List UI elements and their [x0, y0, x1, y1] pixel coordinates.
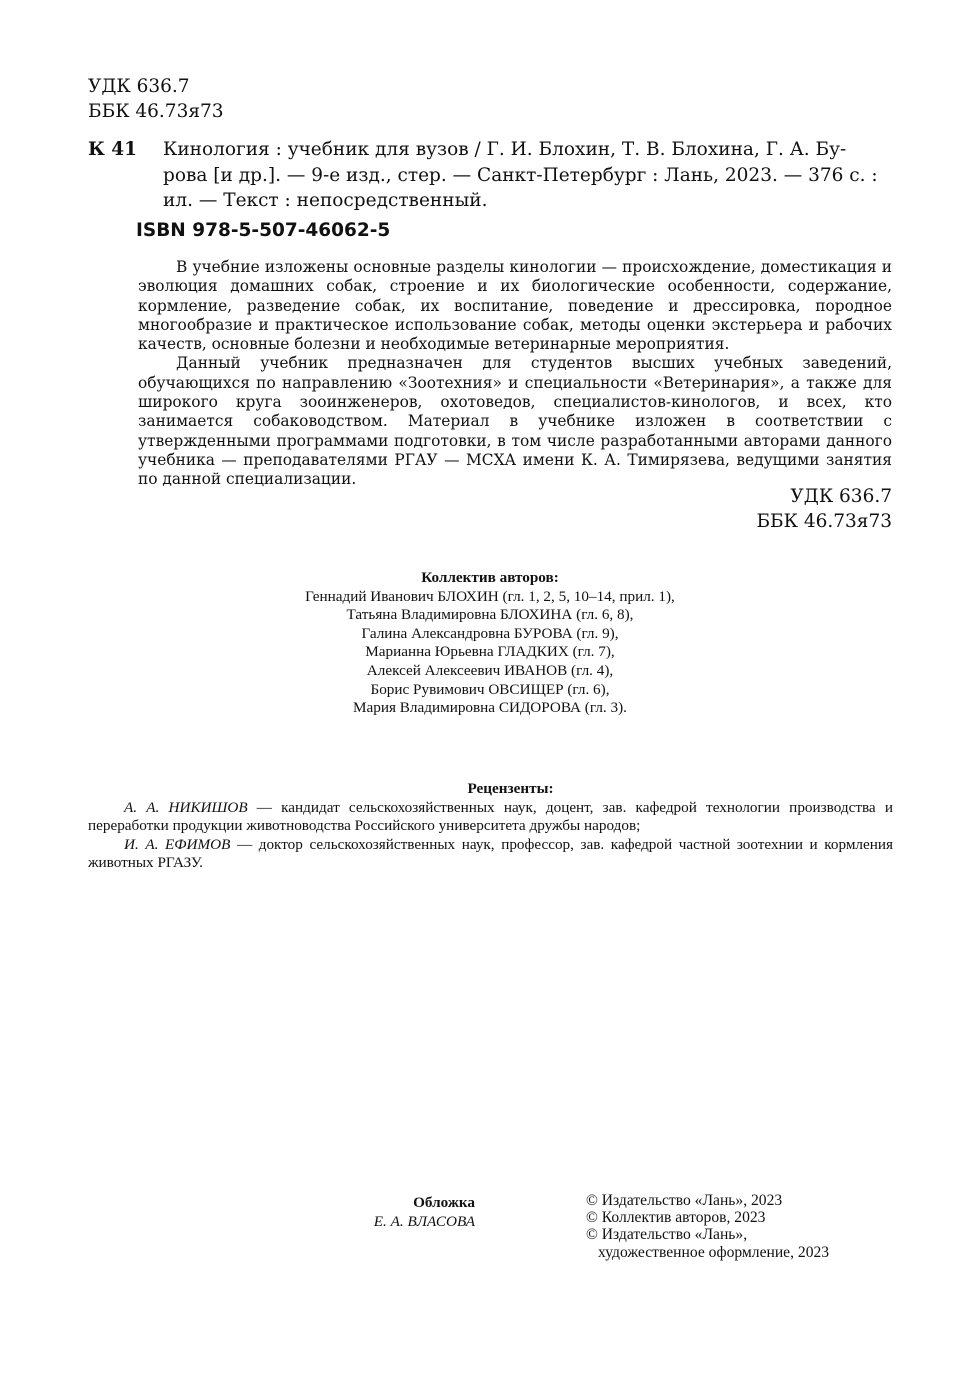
annotation-paragraph: В учебние изложены основные разделы кинологии — происхождение, доместикация и эволюция домашних собак, строение и их биологические особенности, содержание, кормление, разведение собак, их воспитание, поведение и дрессировка, породное многообразие и практическое использование собак, методы оценки экстерьера и рабочих качеств, основные болезни и необходимые ветеринарные мероприятия. [138, 258, 892, 354]
reviewers [88, 780, 893, 873]
udk-code: УДК 636.7 [790, 486, 892, 507]
bbk-code: ББК 46.73я73 [756, 511, 892, 532]
bibliographic-description [163, 137, 893, 214]
cover-header: Обложка [413, 1194, 475, 1211]
author-cipher: К 41 [88, 139, 138, 160]
cover-designer: Е. А. ВЛАСОВА [373, 1212, 475, 1230]
reviewer-name: А. А. НИКИШОВ [124, 798, 248, 816]
biblio-line: ил. — Текст : непосредственный. [163, 190, 488, 211]
bibliographic-entry [88, 137, 893, 214]
reviewers-header: Рецензенты: [467, 780, 554, 797]
copyright-notices [586, 1192, 829, 1261]
reviewer-description: — доктор сельскохозяйственных наук, профессор, зав. кафедрой частной зоотехнии и кормления животных РГАЗУ. [88, 835, 893, 872]
copyright-line: художественное оформление, 2023 [598, 1243, 830, 1261]
author-item: Татьяна Владимировна БЛОХИНА (гл. 6, 8), [346, 606, 634, 624]
cover-credit [340, 1194, 475, 1231]
authors-collective [0, 569, 975, 718]
reviewer-item [88, 799, 893, 836]
annotation-paragraph: Данный учебник предназначен для студентов высших учебных заведений, обучающихся по направлению «Зоотехния» и специальности «Ветеринария», а также для широкого круга зооинженеров, охотоведов, специалистов-кинологов, и всех, кто занимается собаководством. Материал в учебнике изложен в соответствии с утвержденными программами подготовки, в том числе разработанными авторами данного учебника — преподавателями РГАУ — МСХА имени К. А. Тимирязева, ведущими занятия по данной специализации. [138, 354, 892, 489]
copyright-line: © Издательство «Лань», 2023 [586, 1192, 783, 1209]
classification-codes-top [88, 74, 224, 124]
biblio-line: Кинология : учебник для вузов / Г. И. Блохин, Т. В. Блохина, Г. А. Бу- [163, 139, 847, 160]
udk-code: УДК 636.7 [88, 76, 190, 97]
reviewer-name: И. А. ЕФИМОВ [124, 835, 231, 853]
author-item: Мария Владимировна СИДОРОВА (гл. 3). [353, 699, 627, 717]
copyright-line: © Коллектив авторов, 2023 [586, 1209, 766, 1227]
reviewer-description: — кандидат сельскохозяйственных наук, доцент, зав. кафедрой технологии производства и переработки продукции животноводства Российского университета дружбы народов; [88, 798, 893, 835]
copyright-line: © Издательство «Лань», [586, 1226, 748, 1244]
annotation [138, 258, 892, 490]
isbn: ISBN 978-5-507-46062-5 [136, 220, 391, 241]
author-item: Борис Рувимович ОВСИЩЕР (гл. 6), [370, 680, 610, 698]
author-item: Марианна Юрьевна ГЛАДКИХ (гл. 7), [365, 643, 615, 661]
authors-header: Коллектив авторов: [421, 569, 559, 586]
author-item: Алексей Алексеевич ИВАНОВ (гл. 4), [366, 661, 614, 679]
author-item: Геннадий Иванович БЛОХИН (гл. 1, 2, 5, 10–14, прил. 1), [305, 587, 675, 605]
biblio-line: рова [и др.]. — 9-е изд., стер. — Санкт-Петербург : Лань, 2023. — 376 с. : [163, 164, 878, 186]
classification-codes-bottom [756, 484, 892, 534]
reviewer-item [88, 836, 893, 873]
author-item: Галина Александровна БУРОВА (гл. 9), [361, 624, 619, 642]
bbk-code: ББК 46.73я73 [88, 101, 224, 122]
